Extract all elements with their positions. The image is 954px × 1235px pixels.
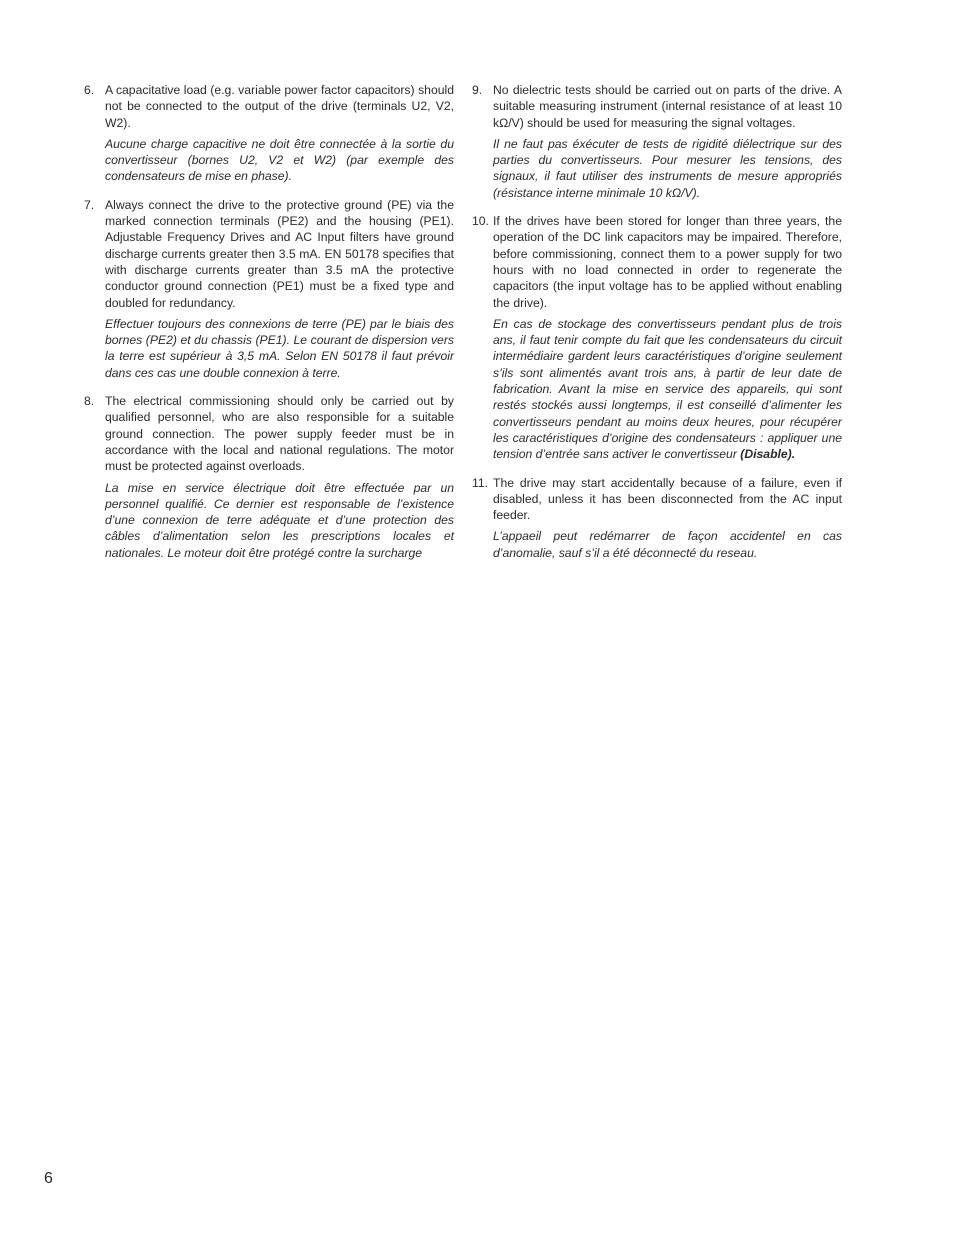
- french-text: [493, 316, 842, 463]
- english-text: The electrical commissioning should only be carried out by qualified personnel, who are also responsible for a suitable ground connection. The power supply feeder must be in accordance with the local and national regulations. The motor must be protected against overloads.: [105, 394, 454, 474]
- item-number: 10.: [472, 214, 489, 229]
- page-number: 6: [44, 1170, 53, 1187]
- item-number: 6.: [84, 83, 95, 97]
- french-text: Effectuer toujours des connexions de terre (PE) par le biais des bornes (PE2) et du chassis (PE1). Le courant de dispersion vers la terre est supérieur à 3,5 mA. Selon EN 50178 il faut prévoir dans ces cas une double connexion à terre.: [105, 316, 454, 380]
- list-item-6: [84, 82, 454, 191]
- list-item-8: [84, 393, 454, 567]
- list-item-9: [472, 82, 842, 207]
- french-text: La mise en service électrique doit être effectuée par un personnel qualifié. Ce dernier est responsable de l’existence d’une connexion de terre adéquate et d’une protection des câbles d’alimentation selon les prescriptions locales et nationales. Le moteur doit être protégé contre la surcharge: [105, 480, 454, 560]
- english-text: The drive may start accidentally because of a failure, even if disabled, unless it has been disconnected from the AC input feeder.: [493, 475, 842, 523]
- item-number: 11.: [472, 475, 489, 490]
- list-item-10: [472, 213, 842, 468]
- english-text: If the drives have been stored for longer than three years, the operation of the DC link capacitors may be impaired. Therefore, before commissioning, connect them to a power supply for two hours with no load connected in order to regenerate the capacitors (the input voltage has to be applied without enabling the drive).: [493, 214, 842, 310]
- item-number: 8.: [84, 394, 95, 409]
- list-item-11: [472, 475, 842, 567]
- item-number: 9.: [472, 83, 483, 97]
- left-column: [84, 82, 454, 573]
- right-column: [472, 82, 842, 573]
- french-text-bold: (Disable).: [740, 447, 796, 462]
- french-text: Aucune charge capacitive ne doit être connectée à la sortie du convertisseur (bornes U2, V2 et W2) (par exemple des condensateurs de mise en phase).: [105, 136, 454, 184]
- english-text: A capacitative load (e.g. variable power factor capacitors) should not be connected to the output of the drive (terminals U2, V2, W2).: [105, 83, 454, 130]
- item-number: 7.: [84, 197, 95, 212]
- french-text-main: En cas de stockage des convertisseurs pendant plus de trois ans, il faut tenir compte du fait que les condensateurs du circuit intermédiaire gardent leurs caractéristiques d’origine seulement s’ils sont alimentés avant trois ans, à partir de leur date de fabrication. Avant la mise en service des appareils, qui sont restés stockés aussi longtemps, il est conseillé d’alimenter les convertisseurs pendant au moins deux heures, pour récupérer les caractéristiques d’origine des condensateurs : appliquer une tension d’entrée sans activer le convertisseur: [493, 316, 842, 462]
- english-text: No dielectric tests should be carried out on parts of the drive. A suitable measuring instrument (internal resistance of at least 10 kΩ/V) should be used for measuring the signal voltages.: [493, 83, 842, 130]
- list-item-7: [84, 197, 454, 387]
- french-text: Il ne faut pas éxécuter de tests de rigidité diélectrique sur des parties du convertisseurs. Pour mesurer les tensions, des signaux, il faut utiliser des instruments de mesure appropriés (résistance interne minimale 10 kΩ/V).: [493, 136, 842, 200]
- french-text: L’appaeil peut redémarrer de façon accidentel en cas d’anomalie, sauf s’il a été déconnecté du reseau.: [493, 529, 842, 560]
- english-text: Always connect the drive to the protective ground (PE) via the marked connection terminals (PE2) and the housing (PE1). Adjustable Frequency Drives and AC Input filters have ground discharge currents greater then 3.5 mA. EN 50178 specifies that with discharge currents greater than 3.5 mA the protective conductor ground connection (PE1) must be a fixed type and doubled for redundancy.: [105, 197, 454, 310]
